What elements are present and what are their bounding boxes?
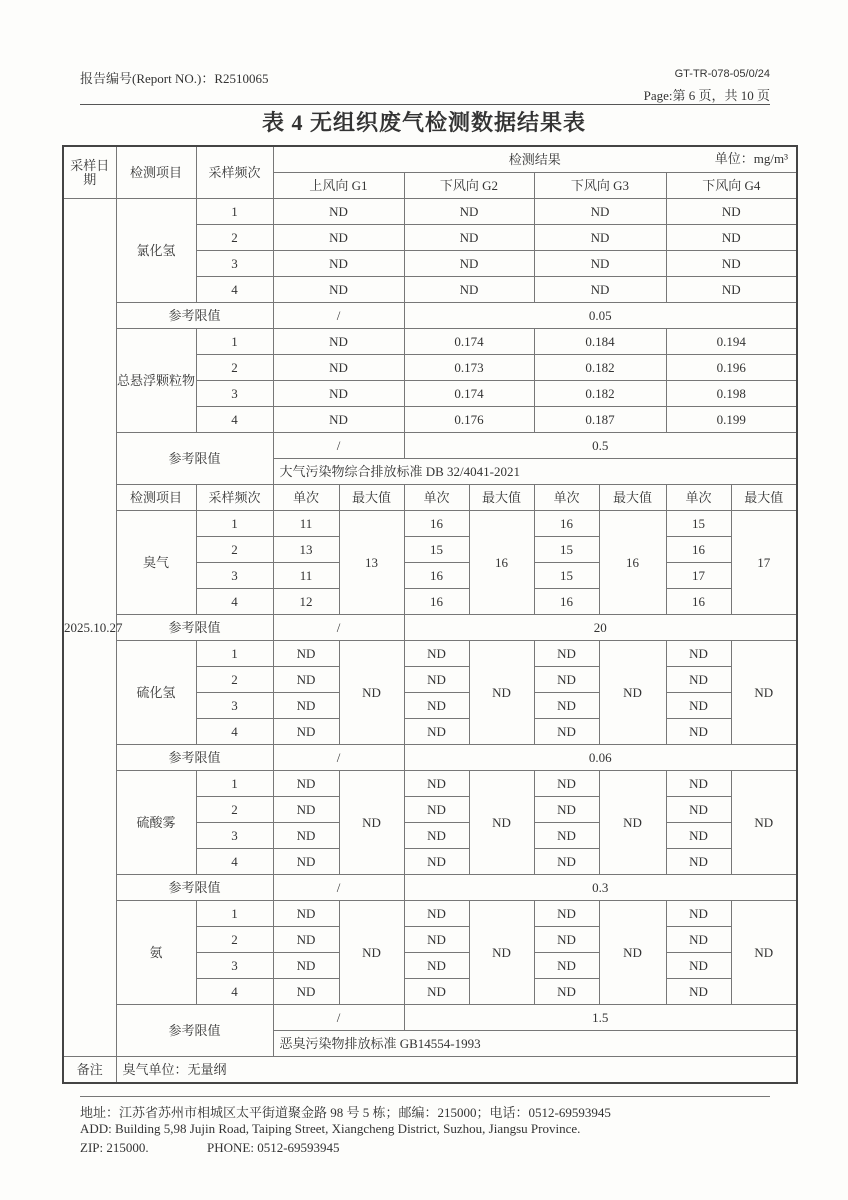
results-table (62, 145, 798, 1084)
single-value: 15 (534, 563, 599, 589)
address-cn: 地址：江苏省苏州市相城区太平街道聚金路 98 号 5 栋；邮编：215000；电话：0512-69593945 (80, 1105, 611, 1120)
result-value: ND (534, 277, 666, 303)
single-value: ND (666, 667, 731, 693)
reference-upwind: / (273, 745, 404, 771)
footer-divider (80, 1096, 770, 1097)
sampling-date: 2025.10.27 (63, 199, 116, 1057)
frequency: 3 (196, 823, 273, 849)
result-value: ND (273, 355, 404, 381)
result-value: 0.174 (404, 329, 534, 355)
result-value: ND (404, 225, 534, 251)
document-code: GT-TR-078-05/0/24 (674, 68, 770, 80)
frequency: 3 (196, 693, 273, 719)
single-value: ND (404, 979, 469, 1005)
zip-code: ZIP: 215000. (80, 1140, 149, 1155)
single-value: ND (534, 771, 599, 797)
test-item: 臭气 (116, 511, 196, 615)
reference-limit-label: 参考限值 (116, 433, 273, 485)
single-value: ND (404, 927, 469, 953)
reference-upwind: / (273, 1005, 404, 1031)
single-value: ND (666, 979, 731, 1005)
max-value: ND (599, 771, 666, 875)
result-value: ND (273, 199, 404, 225)
single-value: ND (666, 901, 731, 927)
result-value: 0.182 (534, 381, 666, 407)
subheader-cell: 单次 (404, 485, 469, 511)
single-value: ND (404, 797, 469, 823)
result-value: ND (666, 277, 797, 303)
single-value: ND (273, 771, 339, 797)
frequency: 3 (196, 563, 273, 589)
subheader-cell: 单次 (534, 485, 599, 511)
single-value: ND (273, 693, 339, 719)
single-value: ND (666, 641, 731, 667)
header-results (273, 146, 797, 173)
table-row (63, 146, 797, 173)
single-value: 13 (273, 537, 339, 563)
max-value: ND (339, 771, 404, 875)
frequency: 4 (196, 277, 273, 303)
table-row (63, 875, 797, 901)
frequency: 2 (196, 537, 273, 563)
reference-limit-value: 0.06 (404, 745, 797, 771)
subheader-cell: 采样频次 (196, 485, 273, 511)
max-value: 13 (339, 511, 404, 615)
single-value: ND (273, 953, 339, 979)
single-value: ND (404, 719, 469, 745)
header-sampling-date: 采样日期 (63, 146, 116, 199)
test-item: 氨 (116, 901, 196, 1005)
table-row (63, 303, 797, 329)
single-value: ND (404, 667, 469, 693)
header-sampling-frequency: 采样频次 (196, 146, 273, 199)
reference-limit-value: 1.5 (404, 1005, 797, 1031)
report-number: 报告编号(Report NO.)：R2510065 (80, 71, 269, 86)
reference-limit-label: 参考限值 (116, 303, 273, 329)
single-value: ND (534, 849, 599, 875)
result-value: ND (534, 199, 666, 225)
frequency: 2 (196, 355, 273, 381)
single-value: ND (534, 901, 599, 927)
result-value: ND (534, 225, 666, 251)
single-value: ND (404, 901, 469, 927)
single-value: ND (273, 927, 339, 953)
single-value: 15 (534, 537, 599, 563)
max-value: 16 (599, 511, 666, 615)
max-value: ND (599, 901, 666, 1005)
table-row (63, 1005, 797, 1031)
reference-limit-label: 参考限值 (116, 1005, 273, 1057)
subheader-cell: 最大值 (731, 485, 797, 511)
single-value: ND (666, 953, 731, 979)
single-value: ND (273, 901, 339, 927)
result-value: ND (273, 251, 404, 277)
table-row (63, 199, 797, 225)
frequency: 4 (196, 589, 273, 615)
max-value: ND (731, 901, 797, 1005)
note-text: 臭气单位：无量纲 (116, 1057, 797, 1084)
test-item: 硫酸雾 (116, 771, 196, 875)
table-row (63, 641, 797, 667)
result-value: 0.194 (666, 329, 797, 355)
page-number: Page:第 6 页，共 10 页 (643, 88, 770, 103)
result-value: ND (534, 251, 666, 277)
max-value: ND (339, 641, 404, 745)
max-value: 16 (469, 511, 534, 615)
single-value: ND (534, 797, 599, 823)
result-value: 0.176 (404, 407, 534, 433)
reference-upwind: / (273, 615, 404, 641)
reference-limit-value: 0.3 (404, 875, 797, 901)
subheader-cell: 单次 (666, 485, 731, 511)
result-value: 0.184 (534, 329, 666, 355)
reference-upwind: / (273, 433, 404, 459)
max-value: ND (469, 901, 534, 1005)
phone: PHONE: 0512-69593945 (207, 1140, 340, 1155)
result-value: ND (273, 277, 404, 303)
single-value: 11 (273, 563, 339, 589)
result-value: ND (404, 251, 534, 277)
table-row (63, 1057, 797, 1084)
single-value: ND (666, 849, 731, 875)
header-point: 上风向 G1 (273, 173, 404, 199)
reference-limit-label: 参考限值 (116, 875, 273, 901)
reference-limit-value: 0.05 (404, 303, 797, 329)
single-value: ND (273, 641, 339, 667)
single-value: 16 (534, 511, 599, 537)
note-label: 备注 (63, 1057, 116, 1084)
single-value: 12 (273, 589, 339, 615)
single-value: ND (404, 849, 469, 875)
single-value: ND (666, 771, 731, 797)
single-value: 15 (666, 511, 731, 537)
table-row (63, 433, 797, 459)
results-label: 检测结果 (508, 151, 561, 167)
single-value: 16 (404, 589, 469, 615)
single-value: ND (534, 641, 599, 667)
result-value: ND (273, 329, 404, 355)
header-point: 下风向 G4 (666, 173, 797, 199)
single-value: ND (534, 719, 599, 745)
reference-upwind: / (273, 303, 404, 329)
frequency: 1 (196, 901, 273, 927)
frequency: 2 (196, 667, 273, 693)
header-point: 下风向 G3 (534, 173, 666, 199)
test-item: 硫化氢 (116, 641, 196, 745)
result-value: 0.199 (666, 407, 797, 433)
reference-limit-value: 0.5 (404, 433, 797, 459)
frequency: 1 (196, 199, 273, 225)
reference-standard: 恶臭污染物排放标准 GB14554-1993 (273, 1031, 797, 1057)
frequency: 4 (196, 849, 273, 875)
reference-limit-label: 参考限值 (116, 745, 273, 771)
result-value: ND (666, 225, 797, 251)
table-row (63, 329, 797, 355)
unit-label: 单位：mg/m³ (714, 151, 789, 166)
frequency: 2 (196, 797, 273, 823)
single-value: ND (534, 927, 599, 953)
header-test-item: 检测项目 (116, 146, 196, 199)
result-value: 0.173 (404, 355, 534, 381)
single-value: ND (404, 953, 469, 979)
frequency: 1 (196, 641, 273, 667)
subheader-cell: 最大值 (599, 485, 666, 511)
result-value: ND (666, 251, 797, 277)
single-value: ND (404, 823, 469, 849)
max-value: 17 (731, 511, 797, 615)
frequency: 1 (196, 511, 273, 537)
max-value: ND (469, 641, 534, 745)
result-value: ND (404, 277, 534, 303)
table-row (63, 745, 797, 771)
frequency: 2 (196, 927, 273, 953)
single-value: ND (273, 667, 339, 693)
table-row (63, 901, 797, 927)
single-value: ND (666, 693, 731, 719)
single-value: 16 (666, 537, 731, 563)
single-value: 16 (404, 511, 469, 537)
result-value: ND (666, 199, 797, 225)
table-row (63, 485, 797, 511)
single-value: ND (273, 797, 339, 823)
max-value: ND (599, 641, 666, 745)
single-value: 16 (534, 589, 599, 615)
frequency: 4 (196, 719, 273, 745)
frequency: 3 (196, 381, 273, 407)
address-en: ADD: Building 5,98 Jujin Road, Taiping Street, Xiangcheng District, Suzhou, Jiangsu Province. (80, 1121, 581, 1136)
single-value: ND (273, 719, 339, 745)
single-value: 16 (404, 563, 469, 589)
reference-upwind: / (273, 875, 404, 901)
single-value: ND (534, 953, 599, 979)
single-value: ND (534, 693, 599, 719)
single-value: ND (534, 823, 599, 849)
single-value: ND (404, 693, 469, 719)
single-value: 16 (666, 589, 731, 615)
single-value: ND (666, 927, 731, 953)
test-item: 总悬浮颗粒物 (116, 329, 196, 433)
single-value: 11 (273, 511, 339, 537)
single-value: ND (534, 667, 599, 693)
result-value: 0.196 (666, 355, 797, 381)
result-value: ND (404, 199, 534, 225)
result-value: ND (273, 381, 404, 407)
result-value: ND (273, 407, 404, 433)
frequency: 3 (196, 251, 273, 277)
result-value: 0.198 (666, 381, 797, 407)
table-row (63, 615, 797, 641)
test-item: 氯化氢 (116, 199, 196, 303)
header-divider (80, 104, 770, 105)
single-value: 15 (404, 537, 469, 563)
reference-standard: 大气污染物综合排放标准 DB 32/4041-2021 (273, 459, 797, 485)
frequency: 2 (196, 225, 273, 251)
subheader-cell: 最大值 (339, 485, 404, 511)
frequency: 4 (196, 407, 273, 433)
subheader-cell: 单次 (273, 485, 339, 511)
subheader-cell: 最大值 (469, 485, 534, 511)
single-value: ND (534, 979, 599, 1005)
max-value: ND (731, 641, 797, 745)
single-value: ND (666, 823, 731, 849)
frequency: 4 (196, 979, 273, 1005)
single-value: ND (273, 979, 339, 1005)
page-title: 表 4 无组织废气检测数据结果表 (261, 110, 586, 135)
result-value: ND (273, 225, 404, 251)
result-value: 0.187 (534, 407, 666, 433)
frequency: 1 (196, 329, 273, 355)
single-value: ND (404, 641, 469, 667)
header-point: 下风向 G2 (404, 173, 534, 199)
single-value: ND (404, 771, 469, 797)
max-value: ND (339, 901, 404, 1005)
frequency: 1 (196, 771, 273, 797)
max-value: ND (469, 771, 534, 875)
result-value: 0.182 (534, 355, 666, 381)
single-value: ND (666, 797, 731, 823)
single-value: ND (273, 849, 339, 875)
subheader-cell: 检测项目 (116, 485, 196, 511)
frequency: 3 (196, 953, 273, 979)
single-value: ND (666, 719, 731, 745)
table-row (63, 771, 797, 797)
reference-limit-value: 20 (404, 615, 797, 641)
result-value: 0.174 (404, 381, 534, 407)
single-value: 17 (666, 563, 731, 589)
reference-limit-label: 参考限值 (116, 615, 273, 641)
single-value: ND (273, 823, 339, 849)
max-value: ND (731, 771, 797, 875)
table-row (63, 511, 797, 537)
